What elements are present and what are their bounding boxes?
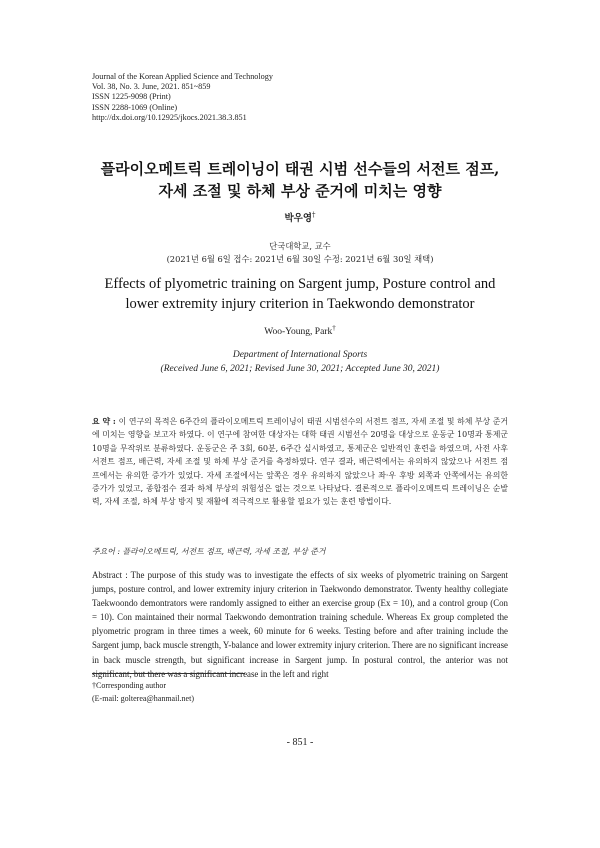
abstract-english bbox=[92, 568, 508, 681]
author-korean bbox=[0, 210, 600, 224]
footnote bbox=[92, 680, 194, 705]
title-english-line-2: lower extremity injury criterion in Taekwondo demonstrator bbox=[125, 296, 475, 312]
corresponding-mark: † bbox=[312, 210, 316, 219]
author-english-name: Woo-Young, Park bbox=[264, 327, 333, 338]
affiliation-korean bbox=[0, 240, 600, 266]
author-korean-name: 박우영 bbox=[284, 213, 313, 224]
corresponding-mark-en: † bbox=[332, 324, 336, 332]
affiliation-english-dates: (Received June 6, 2021; Revised June 30, 2021; Accepted June 30, 2021) bbox=[160, 363, 440, 374]
abstract-english-label: Abstract : bbox=[92, 570, 131, 580]
doi-link[interactable]: http://dx.doi.org/10.12925/jkocs.2021.38.3.851 bbox=[92, 112, 247, 122]
author-english bbox=[0, 324, 600, 337]
abstract-english-text: The purpose of this study was to investigate the effects of six weeks of plyometric training on Sargent jumps, posture control, and lower extremity injury criterion in Taekwondo demonstrator. Twenty healthy collegiate Taekwoondo demontrators were randomly assigned to either an exercise group (Ex = 10), and a control group (Con = 10). Con maintained their normal Taekwondo demontration training schedule. Whereas Ex group completed the plyometric program in three times a week, 60 minute for 6 weeks. Testing before and after training include the Sargent jump, back muscle strength, Y-balance and lower extremity injury criterion. There are no significant increase in back muscle strength, but significant increase in Sargent jump. In postural control, the anterior was not significant, but there was a significant increase in the left and right bbox=[92, 570, 509, 679]
journal-header bbox=[92, 72, 273, 123]
title-english bbox=[60, 274, 540, 314]
issn-print: ISSN 1225-9098 (Print) bbox=[92, 92, 171, 102]
journal-volume: Vol. 38, No. 3. June, 2021. 851~859 bbox=[92, 82, 211, 92]
abstract-korean-label: 요 약 : bbox=[92, 417, 119, 426]
footnote-divider bbox=[92, 673, 245, 674]
title-english-line-1: Effects of plyometric training on Sargent jump, Posture control and bbox=[104, 276, 496, 292]
keywords-korean: 주요어 : 플라이오메트릭, 서전트 점프, 배근력, 자세 조절, 부상 준거 bbox=[92, 547, 326, 556]
footnote-email: (E-mail: golterea@hanmail.net) bbox=[92, 693, 194, 703]
affiliation-korean-dates: (2021년 6월 6일 접수: 2021년 6월 30일 수정: 2021년 6월 30일 채택) bbox=[166, 254, 434, 264]
affiliation-english-line-1: Department of International Sports bbox=[232, 350, 368, 360]
title-korean-line-2: 자세 조절 및 하체 부상 준거에 미치는 영향 bbox=[158, 182, 442, 200]
affiliation-english bbox=[0, 349, 600, 376]
issn-online: ISSN 2288-1069 (Online) bbox=[92, 102, 178, 112]
abstract-korean-text: 이 연구의 목적은 6주간의 플라이오메트릭 트레이닝이 태권 시범선수의 서전트 점프, 자세 조절 및 하체 부상 준거에 미치는 영향을 보고자 하였다. 이 연구에 참여한 대상자는 대학 태권 시범선수 20명을 대상으로 운동군 10명과 통제군 10명을 무작위로 분류하였다. 운동군은 주 3회, 60분, 6주간 실시하였고, 통제군은 일반적인 훈련을 하였으며, 사전 사후 서전트 점프, 배근력, 자세 조절 및 하체 부상 준거를 측정하였다. 연구 결과, 배근력에서는 유의하지 않았으나 서전트 점프에서는 유의한 증가가 있었다. 자세 조절에서는 앞쪽은 경우 유의하지 않았으나 좌·우 후방 외쪽과 안쪽에서는 유의한 증가가 있었고, 종합점수 결과 하체 부상의 위험성은 없는 것으로 나타났다. 결론적으로 플라이오메트릭 트레이닝은 순발력, 자세 조절, 하체 부상 방지 및 재활에 적극적으로 활용할 필요가 있는 훈련 방법이다. bbox=[92, 417, 508, 507]
page-number: - 851 - bbox=[286, 737, 314, 748]
abstract-korean bbox=[92, 415, 508, 509]
affiliation-korean-line-1: 단국대학교, 교수 bbox=[269, 241, 331, 251]
title-korean-line-1: 플라이오메트릭 트레이닝이 태권 시범 선수들의 서전트 점프, bbox=[100, 160, 500, 178]
title-korean bbox=[60, 158, 540, 202]
footnote-corresponding: †Corresponding author bbox=[92, 681, 166, 690]
journal-name: Journal of the Korean Applied Science and Technology bbox=[92, 72, 273, 81]
